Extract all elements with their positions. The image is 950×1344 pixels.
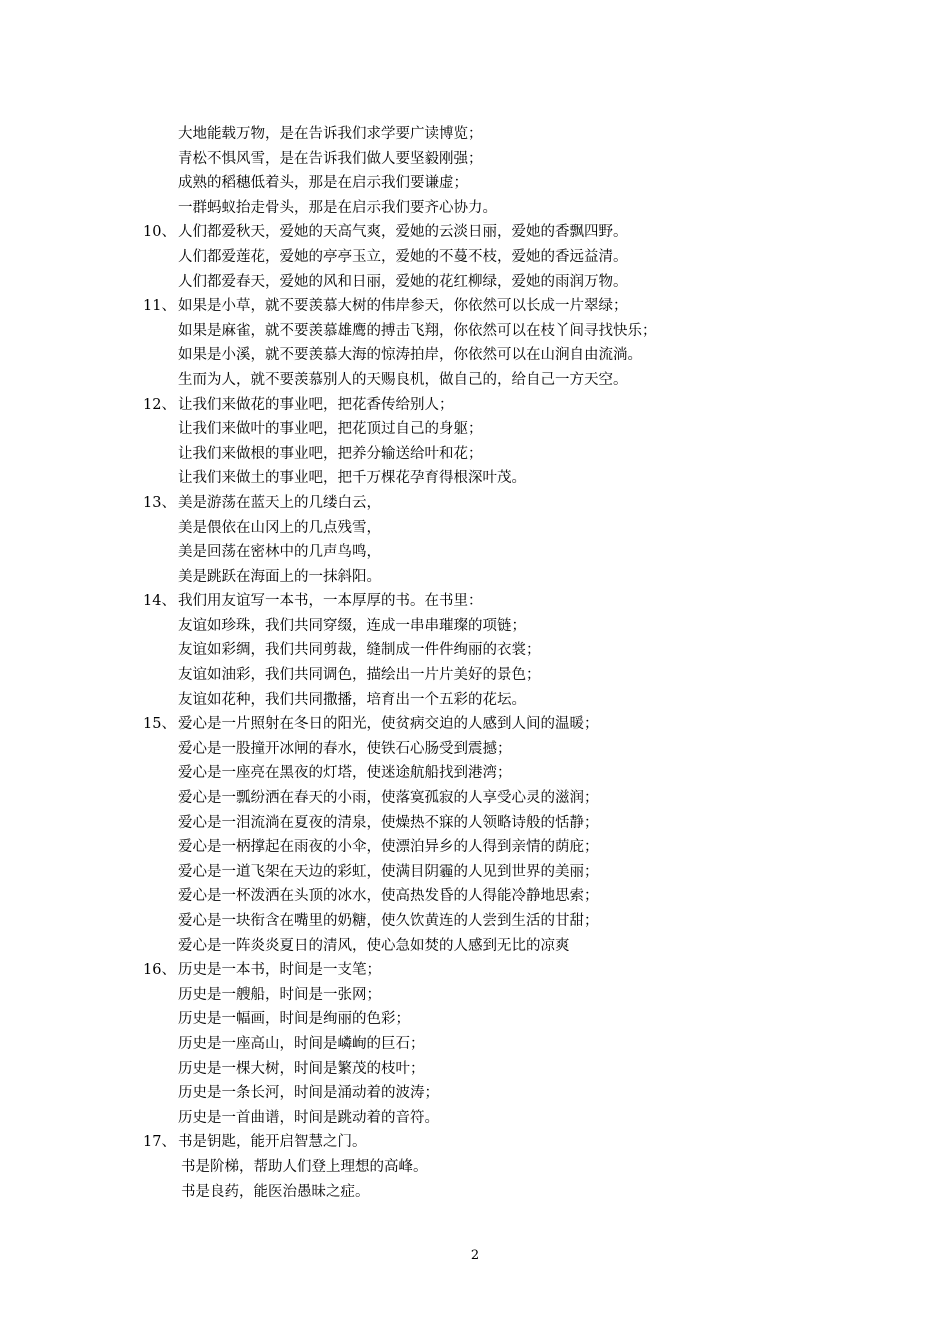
text-line — [143, 196, 843, 221]
line-text: 如果是小草，就不要羡慕大树的伟岸参天，你依然可以长成一片翠绿； — [178, 298, 628, 315]
text-line — [143, 466, 843, 491]
text-line — [143, 1032, 843, 1057]
item-number: 17、 — [143, 1134, 176, 1151]
line-text: 如果是小溪，就不要羡慕大海的惊涛拍岸，你依然可以在山涧自由流淌。 — [178, 347, 642, 364]
text-line — [143, 319, 843, 344]
line-text: 历史是一艘船，时间是一张网； — [178, 986, 381, 1003]
line-text: 爱心是一股撞开冰闸的春水，使铁石心肠受到震撼； — [178, 740, 512, 757]
line-text: 爱心是一泪流淌在夏夜的清泉，使燥热不寐的人领略诗般的恬静； — [178, 814, 599, 831]
line-text: 书是良药，能医治愚昧之症。 — [181, 1183, 370, 1200]
text-line — [143, 983, 843, 1008]
text-line — [143, 220, 843, 245]
text-line — [143, 909, 843, 934]
text-line — [143, 368, 843, 393]
line-text: 爱心是一道飞架在天边的彩虹，使满目阴霾的人见到世界的美丽； — [178, 863, 599, 880]
item-number: 16、 — [143, 962, 176, 979]
text-line — [143, 1106, 843, 1131]
item-number: 12、 — [143, 396, 176, 413]
text-line — [143, 393, 843, 418]
text-line — [143, 811, 843, 836]
line-text: 让我们来做花的事业吧，把花香传给别人； — [178, 396, 454, 413]
text-line — [143, 712, 843, 737]
text-line — [143, 1081, 843, 1106]
line-text: 让我们来做根的事业吧，把养分输送给叶和花； — [178, 445, 483, 462]
line-text: 人们都爱莲花，爱她的亭亭玉立，爱她的不蔓不枝，爱她的香远益清。 — [178, 248, 628, 265]
line-text: 历史是一幅画，时间是绚丽的色彩； — [178, 1011, 410, 1028]
line-text: 如果是麻雀，就不要羡慕雄鹰的搏击飞翔，你依然可以在枝丫间寻找快乐； — [178, 322, 657, 339]
line-text: 爱心是一片照射在冬日的阳光，使贫病交迫的人感到人间的温暖； — [178, 716, 599, 733]
text-line — [143, 860, 843, 885]
text-line — [143, 761, 843, 786]
text-line — [143, 1180, 843, 1205]
line-text: 友谊如花种，我们共同撒播，培育出一个五彩的花坛。 — [178, 691, 526, 708]
line-text: 书是阶梯，帮助人们登上理想的高峰。 — [181, 1158, 428, 1175]
text-line — [143, 737, 843, 762]
line-text: 让我们来做土的事业吧，把千万棵花孕育得根深叶茂。 — [178, 470, 526, 487]
line-text: 人们都爱春天，爱她的风和日丽，爱她的花红柳绿，爱她的雨润万物。 — [178, 273, 628, 290]
item-number: 11、 — [143, 298, 176, 315]
text-line — [143, 958, 843, 983]
line-text: 友谊如彩绸，我们共同剪裁，缝制成一件件绚丽的衣裳； — [178, 642, 541, 659]
line-text: 美是跳跃在海面上的一抹斜阳。 — [178, 568, 381, 585]
item-number: 15、 — [143, 716, 176, 733]
text-line — [143, 934, 843, 959]
text-line — [143, 442, 843, 467]
text-line — [143, 1007, 843, 1032]
text-line — [143, 294, 843, 319]
line-text: 爱心是一柄撑起在雨夜的小伞，使漂泊异乡的人得到亲情的荫庇； — [178, 839, 599, 856]
line-text: 人们都爱秋天，爱她的天高气爽，爱她的云淡日丽，爱她的香飘四野。 — [178, 224, 628, 241]
line-text: 历史是一首曲谱，时间是跳动着的音符。 — [178, 1109, 439, 1126]
text-line — [143, 491, 843, 516]
line-text: 爱心是一瓢纷洒在春天的小雨，使落寞孤寂的人享受心灵的滋润； — [178, 790, 599, 807]
text-line — [143, 171, 843, 196]
item-number: 13、 — [143, 494, 176, 511]
line-text: 青松不惧风雪，是在告诉我们做人要坚毅刚强； — [178, 150, 483, 167]
text-line — [143, 343, 843, 368]
text-line — [143, 540, 843, 565]
text-line — [143, 614, 843, 639]
line-text: 爱心是一座亮在黑夜的灯塔，使迷途航船找到港湾； — [178, 765, 512, 782]
line-text: 爱心是一块衔含在嘴里的奶糖，使久饮黄连的人尝到生活的甘甜； — [178, 913, 599, 929]
text-line — [143, 589, 843, 614]
text-line — [143, 1130, 843, 1155]
line-text: 大地能载万物，是在告诉我们求学要广读博览； — [178, 126, 483, 142]
line-text: 历史是一本书，时间是一支笔； — [178, 962, 381, 979]
text-line — [143, 1057, 843, 1082]
text-line — [143, 147, 843, 172]
line-text: 我们用友谊写一本书，一本厚厚的书。在书里： — [178, 593, 483, 610]
line-text: 生而为人，就不要羡慕别人的天赐良机，做自己的，给自己一方天空。 — [178, 371, 628, 388]
text-line — [143, 122, 843, 147]
text-line — [143, 638, 843, 663]
line-text: 美是偎依在山冈上的几点残雪， — [178, 519, 381, 536]
line-text: 美是游荡在蓝天上的几缕白云， — [178, 494, 381, 511]
text-line — [143, 516, 843, 541]
line-text: 历史是一座高山，时间是嶙峋的巨石； — [178, 1035, 425, 1052]
line-text: 让我们来做叶的事业吧，把花顶过自己的身躯； — [178, 421, 483, 438]
text-line — [143, 786, 843, 811]
line-text: 成熟的稻穗低着头，那是在启示我们要谦虚； — [178, 175, 468, 192]
text-line — [143, 884, 843, 909]
text-line — [143, 663, 843, 688]
text-line — [143, 688, 843, 713]
page-number: 2 — [470, 1248, 480, 1263]
text-line — [143, 417, 843, 442]
line-text: 友谊如油彩，我们共同调色，描绘出一片片美好的景色； — [178, 667, 541, 684]
line-text: 历史是一条长河，时间是涌动着的波涛； — [178, 1085, 439, 1102]
line-text: 友谊如珍珠，我们共同穿缀，连成一串串璀璨的项链； — [178, 617, 526, 634]
line-text: 爱心是一阵炎炎夏日的清风，使心急如焚的人感到无比的凉爽 — [178, 937, 570, 954]
text-line — [143, 565, 843, 590]
line-text: 一群蚂蚁抬走骨头，那是在启示我们要齐心协力。 — [178, 199, 497, 216]
item-number: 10、 — [143, 224, 176, 241]
line-text: 书是钥匙，能开启智慧之门。 — [178, 1134, 367, 1151]
line-text: 美是回荡在密林中的几声鸟鸣， — [178, 544, 381, 561]
text-line — [143, 835, 843, 860]
text-line — [143, 270, 843, 295]
document-body — [143, 122, 843, 1204]
text-line — [143, 1155, 843, 1180]
text-line — [143, 245, 843, 270]
line-text: 爱心是一杯泼洒在头顶的冰水，使高热发昏的人得能冷静地思索； — [178, 888, 599, 905]
item-number: 14、 — [143, 593, 176, 610]
line-text: 历史是一棵大树，时间是繁茂的枝叶； — [178, 1060, 425, 1077]
